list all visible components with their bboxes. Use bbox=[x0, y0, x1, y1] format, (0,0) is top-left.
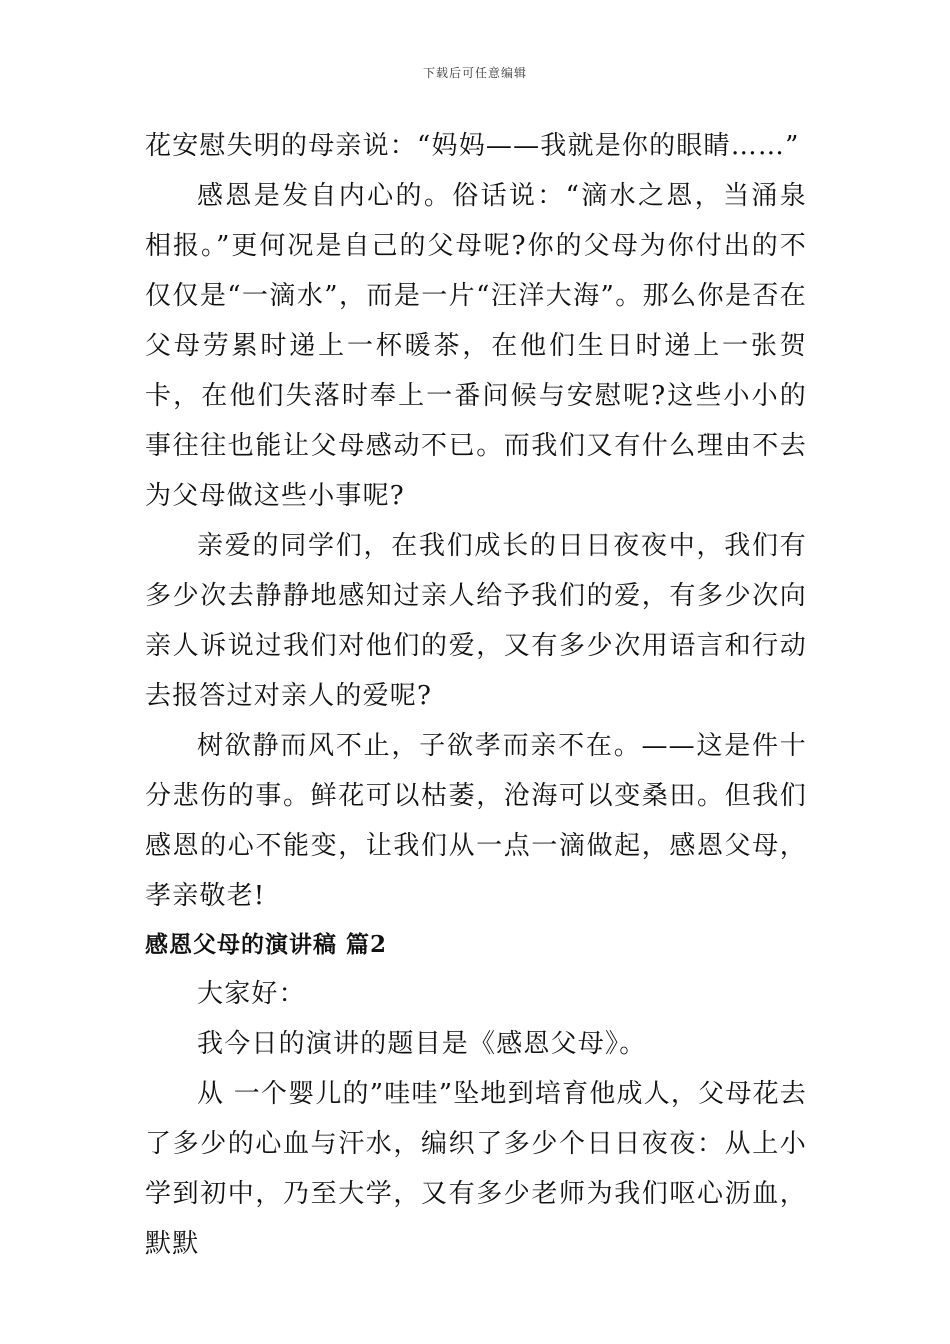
paragraph: 大家好： bbox=[197, 979, 306, 1009]
paragraph: 亲爱的同学们，在我们成长的日日夜夜中，我们有多少次去静静地感知过亲人给予我们的爱，有多少次向亲人诉说过我们对他们的爱，又有多少次用语言和行动去报答过对亲人的爱呢? bbox=[145, 531, 807, 711]
paragraph: 从 一个婴儿的”哇哇”坠地到培育他成人，父母花去了多少的心血与汗水，编织了多少个日日夜夜：从上小学到初中，乃至大学，又有多少老师为我们呕心沥血，默默 bbox=[145, 1079, 807, 1259]
document-body bbox=[145, 121, 807, 1269]
page-header-note: 下载后可任意编辑 bbox=[422, 66, 527, 80]
paragraph: 树欲静而风不止，子欲孝而亲不在。——这是件十分悲伤的事。鲜花可以枯萎，沧海可以变桑田。但我们感恩的心不能变，让我们从一点一滴做起，感恩父母，孝亲敬老! bbox=[145, 731, 807, 911]
paragraph: 感恩是发自内心的。俗话说：“滴水之恩，当涌泉相报。”更何况是自己的父母呢?你的父母为你付出的不仅仅是“一滴水”，而是一片“汪洋大海”。那么你是否在父母劳累时递上一杯暖茶，在他们生日时递上一张贺卡，在他们失落时奉上一番问候与安慰呢?这些小小的事往往也能让父母感动不已。而我们又有什么理由不去为父母做这些小事呢? bbox=[145, 181, 807, 511]
paragraph: 花安慰失明的母亲说：“妈妈——我就是你的眼睛……” bbox=[145, 131, 800, 161]
paragraph: 我今日的演讲的题目是《感恩父母》。 bbox=[197, 1029, 647, 1059]
section-heading: 感恩父母的演讲稿 篇2 bbox=[145, 931, 388, 958]
